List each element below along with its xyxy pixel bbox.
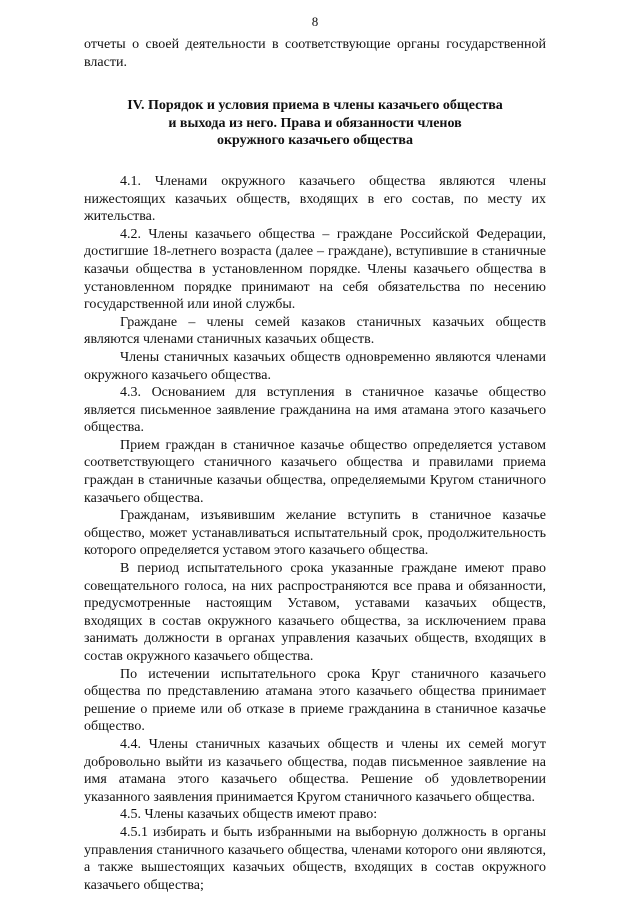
section-heading-line-2: и выхода из него. Права и обязанности членов <box>168 115 462 131</box>
section-heading-line-1: IV. Порядок и условия приема в члены казачьего общества <box>127 98 503 114</box>
section-heading <box>84 97 546 150</box>
paragraph-probation: Гражданам, изъявившим желание вступить в станичное казачье общество, может устанавливаться испытательный срок, продолжительность которого определяется уставом этого казачьего общества. <box>84 508 546 559</box>
section-heading-line-3: окружного казачьего общества <box>216 133 413 149</box>
paragraph-probation-rights: В период испытательного срока указанные граждане имеют право совещательного голоса, на них распространяются все права и обязанности, предусмотренные настоящим Уставом, уставами казачьих обществ, входящих в состав окружного казачьего общества, за исключением права занимать должности в органах управления казачьих обществ, входящих в состав окружного казачьего общества. <box>84 561 546 664</box>
intro-paragraph: отчеты о своей деятельности в соответствующие органы государственной власти. <box>84 37 546 70</box>
document-page <box>84 14 546 894</box>
paragraph-4-1: 4.1. Членами окружного казачьего общества являются члены нижестоящих казачьих обществ, входящих в его состав, по месту их жительства. <box>84 173 546 225</box>
paragraph-4-2: 4.2. Члены казачьего общества – граждане Российской Федерации, достигшие 18-летнего возраста (далее – граждане), вступившие в станичные казачьи общества в установленном порядке. Члены казачьего общества в установленном порядке принимают на себя обязательства по несению государственной или иной службы. <box>84 226 546 313</box>
paragraph-4-5: 4.5. Члены казачьих обществ имеют право: <box>120 807 378 823</box>
paragraph-probation-end: По истечении испытательного срока Круг станичного казачьего общества по представлению атамана этого казачьего общества принимает решение о приеме или об отказе в приеме гражданина в станичное казачье общество. <box>84 666 546 735</box>
paragraph-admission-rules: Прием граждан в станичное казачье общество определяется уставом соответствующего станичного казачьего общества и правилами приема граждан в станичные казачьи общества, определяемыми Кругом станичного казачьего общества. <box>84 437 546 506</box>
paragraph-4-4: 4.4. Члены станичных казачьих обществ и члены их семей могут добровольно выйти из казачьего общества, подав письменное заявление на имя атамана этого казачьего общества. Решение об удовлетворении указанного заявления принимается Кругом станичного казачьего общества. <box>84 736 546 805</box>
paragraph-family-members: Граждане – члены семей казаков станичных казачьих обществ являются членами станичных казачьих обществ. <box>84 314 546 348</box>
paragraph-dual-membership: Члены станичных казачьих обществ одновременно являются членами окружного казачьего общества. <box>84 349 546 383</box>
page-number: 8 <box>311 14 319 29</box>
paragraph-4-5-1: 4.5.1 избирать и быть избранными на выборную должность в органы управления станичного казачьего общества, членами которого они являются, а также вышестоящих казачьих обществ, входящих в состав окружного казачьего общества; <box>84 824 546 893</box>
paragraph-4-3: 4.3. Основанием для вступления в станичное казачье общество является письменное заявление гражданина на имя атамана этого казачьего общества. <box>84 385 546 436</box>
